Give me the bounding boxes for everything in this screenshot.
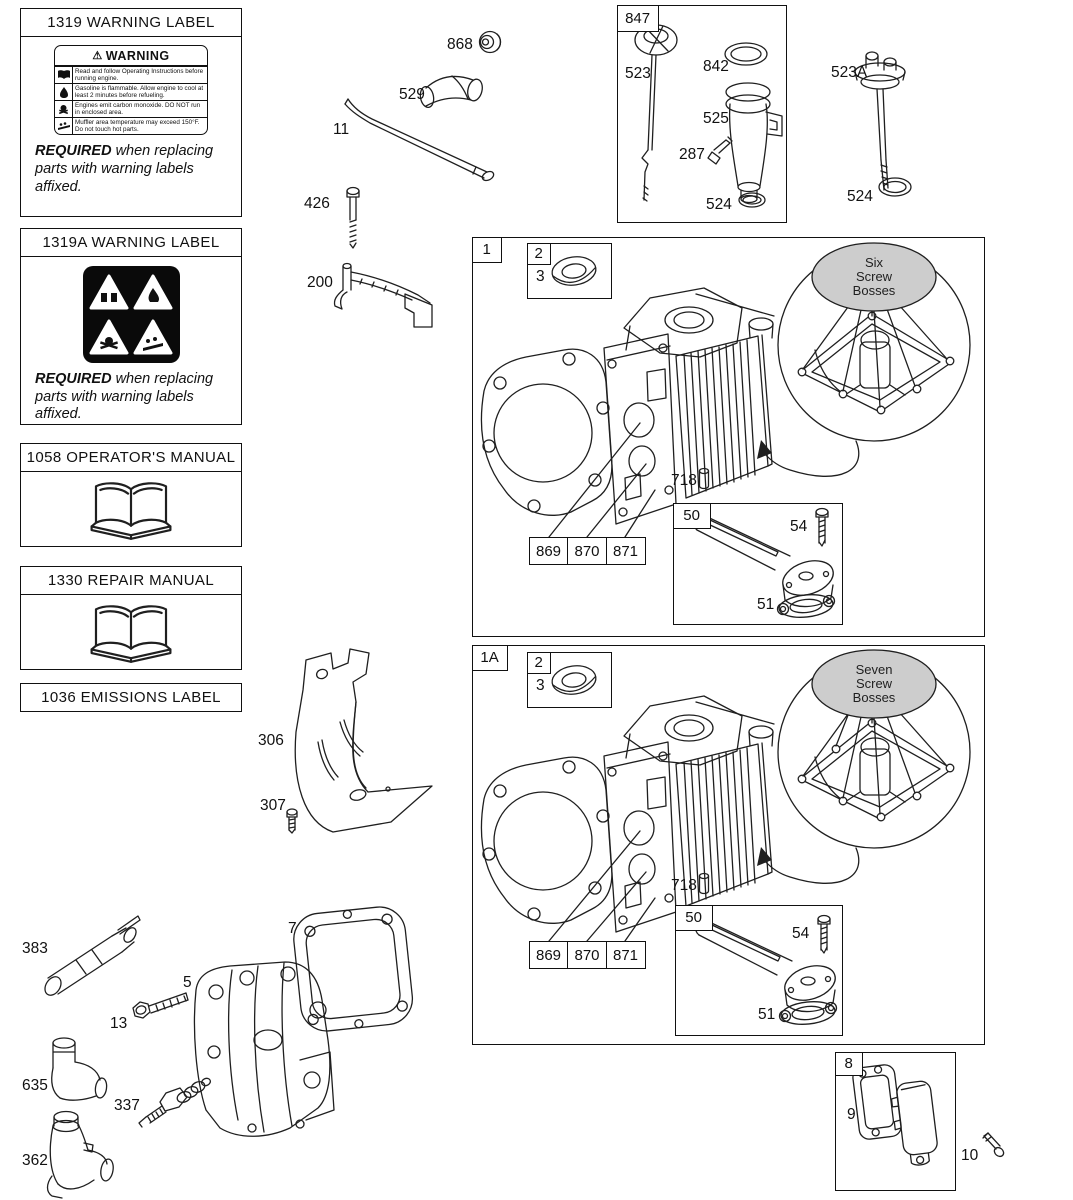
part-362-elbow-art xyxy=(48,1112,115,1199)
panel-warning-1319a xyxy=(20,228,242,425)
warning-row xyxy=(55,117,207,134)
callout-line-2: Screw xyxy=(855,676,893,691)
part-label-200: 200 xyxy=(307,274,333,291)
part-label-842: 842 xyxy=(703,58,729,75)
callout-line-1: Seven xyxy=(855,662,893,677)
part-label-523a: 523A xyxy=(831,64,868,81)
part-label-529: 529 xyxy=(399,86,425,103)
bore-number: 869 xyxy=(529,537,569,565)
part-11-tube-art xyxy=(345,99,495,182)
part-529-elbow-art xyxy=(419,76,485,108)
part-label-287: 287 xyxy=(679,146,705,163)
part-7-gasket-art xyxy=(291,904,415,1033)
part-label-5: 5 xyxy=(183,974,192,991)
box-1-tag: 1 xyxy=(472,237,502,263)
bore-number: 869 xyxy=(529,941,569,969)
panel-warning-1319-title: 1319 WARNING LABEL xyxy=(21,9,241,37)
part-5-cylinder-head-art xyxy=(194,962,334,1136)
part-label-524: 524 xyxy=(847,188,873,205)
box-847 xyxy=(617,5,787,223)
callout-line-3: Bosses xyxy=(852,690,896,705)
panel-operators-manual-title: 1058 OPERATOR'S MANUAL xyxy=(21,444,241,472)
part-label-3: 3 xyxy=(536,268,545,285)
callout-line-1: Six xyxy=(864,255,884,270)
panel-warning-1319 xyxy=(20,8,242,217)
callout-line-2: Screw xyxy=(855,269,893,284)
pictogram-flame-icon xyxy=(132,273,174,311)
repair-manual-book-icon xyxy=(83,602,179,664)
box-1a-tag: 1A xyxy=(472,645,508,671)
part-label-718: 718 xyxy=(671,472,697,489)
bore-number: 870 xyxy=(567,537,607,565)
part-383-wrench-art xyxy=(42,916,140,998)
box-847-tag: 847 xyxy=(617,5,659,32)
part-label-337: 337 xyxy=(114,1097,140,1114)
warning-triangle-icon: ⚠ xyxy=(92,50,103,62)
callout-line-3: Bosses xyxy=(852,283,896,298)
part-label-7: 7 xyxy=(288,920,297,937)
warning-row-text: Read and follow Operating Instructions before running engine. xyxy=(75,68,204,83)
warning-header-text: WARNING xyxy=(105,48,170,63)
part-label-362: 362 xyxy=(22,1152,48,1169)
flame-icon xyxy=(55,84,73,100)
part-307-screw-art xyxy=(287,809,297,833)
box-1-tube-tag: 50 xyxy=(673,503,711,529)
hot-surface-icon xyxy=(55,118,73,134)
bore-number: 871 xyxy=(606,537,646,565)
part-label-51: 51 xyxy=(757,596,775,613)
warning-row xyxy=(55,83,207,100)
part-13-bolt-art xyxy=(133,993,188,1018)
part-10-screw-art xyxy=(983,1133,1005,1158)
box-1a-bore-numbers xyxy=(530,941,646,969)
part-label-11: 11 xyxy=(333,121,350,138)
warning-label-graphic xyxy=(54,45,208,135)
box-1-bore-numbers xyxy=(530,537,646,565)
part-label-523: 523 xyxy=(625,65,651,82)
panel-emissions-label-title: 1036 EMISSIONS LABEL xyxy=(41,689,221,706)
part-label-525: 525 xyxy=(703,110,729,127)
part-label-307: 307 xyxy=(260,797,286,814)
part-200-bracket-art xyxy=(334,264,432,328)
bore-number: 871 xyxy=(606,941,646,969)
part-label-3a: 3 xyxy=(536,677,545,694)
part-label-383: 383 xyxy=(22,940,48,957)
pictogram-book-icon xyxy=(88,273,130,311)
bore-number: 870 xyxy=(567,941,607,969)
warning-row-text: Muffler area temperature may exceed 150°F. Do not touch hot parts. xyxy=(75,119,200,134)
warning-row-text: Engines emit carbon monoxide. DO NOT run in enclosed area. xyxy=(75,102,201,117)
warning-row-text: Gasoline is flammable. Allow engine to cool at least 2 minutes before refueling. xyxy=(75,85,204,100)
box-1a-tube-tag: 50 xyxy=(675,905,713,931)
box-1-seal-tag: 2 xyxy=(527,243,551,265)
part-635-elbow-art xyxy=(52,1038,108,1100)
part-label-868: 868 xyxy=(447,36,473,53)
pictogram-hot-surface-icon xyxy=(132,318,174,356)
part-label-10: 10 xyxy=(961,1147,979,1164)
part-868-grommet-art xyxy=(480,32,501,53)
panel-repair-manual-title: 1330 REPAIR MANUAL xyxy=(21,567,241,595)
pictogram-poison-icon xyxy=(88,318,130,356)
part-label-524b: 524 xyxy=(706,196,732,213)
box-8-tag: 8 xyxy=(835,1052,863,1076)
part-label-13: 13 xyxy=(110,1015,128,1032)
operators-manual-book-icon xyxy=(83,479,179,541)
part-label-54a: 54 xyxy=(792,925,810,942)
part-label-9: 9 xyxy=(847,1106,856,1123)
book-icon xyxy=(55,67,73,83)
part-label-426: 426 xyxy=(304,195,330,212)
warning-row xyxy=(55,100,207,117)
panel-warning-1319a-title: 1319A WARNING LABEL xyxy=(21,229,241,257)
part-label-51a: 51 xyxy=(758,1006,776,1023)
part-label-54: 54 xyxy=(790,518,808,535)
part-524a-oring-art xyxy=(879,178,911,196)
pictogram-label-graphic xyxy=(83,266,180,363)
part-306-heat-shield-art xyxy=(295,649,432,832)
required-note: REQUIRED when replacing parts with warning labels affixed. xyxy=(35,143,214,195)
part-426-bolt-art xyxy=(347,188,359,249)
box-1a-seal-tag: 2 xyxy=(527,652,551,674)
warning-row xyxy=(55,66,207,83)
part-337-spark-plug-art xyxy=(139,1077,211,1127)
required-note: REQUIRED when replacing parts with warning labels affixed. xyxy=(35,371,214,423)
part-label-306: 306 xyxy=(258,732,284,749)
skull-icon xyxy=(55,101,73,117)
part-label-718a: 718 xyxy=(671,877,697,894)
part-label-635: 635 xyxy=(22,1077,48,1094)
panel-emissions-label xyxy=(20,683,242,712)
